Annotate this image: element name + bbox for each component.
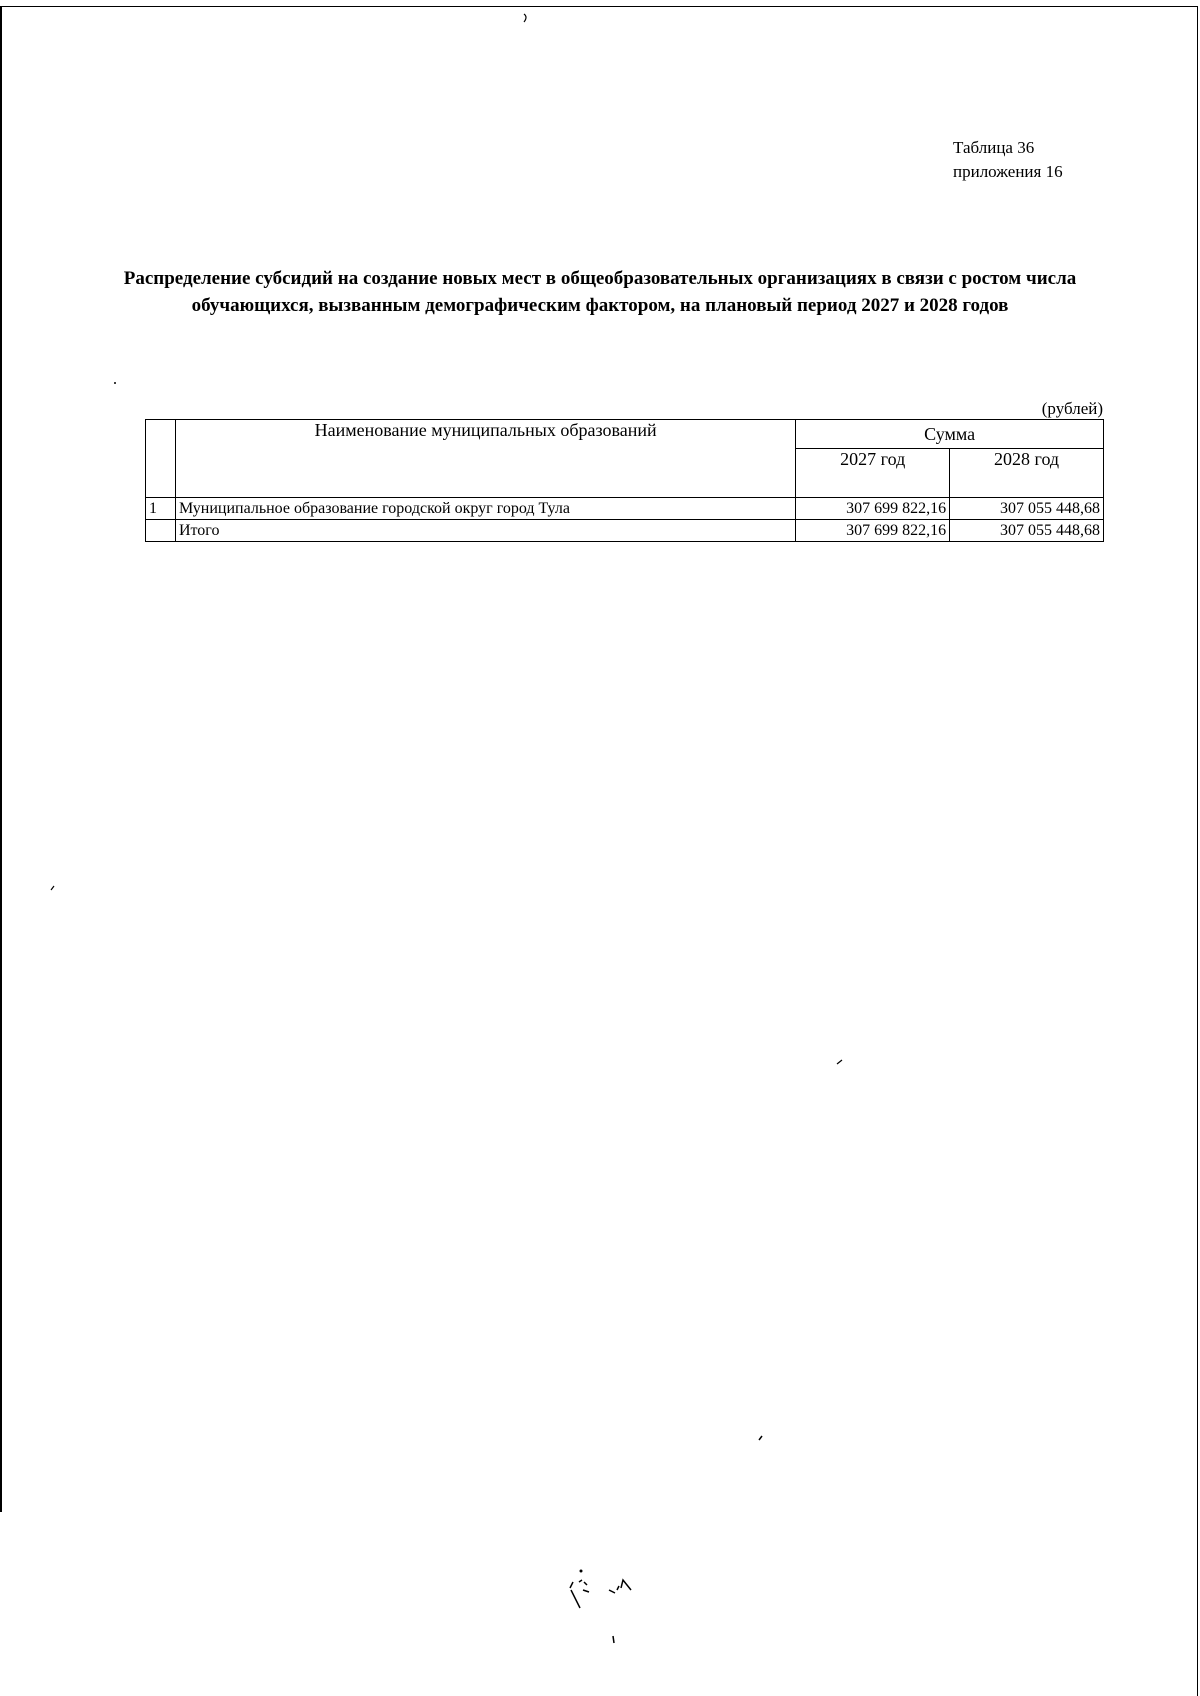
subsidy-table: [145, 419, 1104, 542]
row-amount-2028: 307 055 448,68: [950, 498, 1104, 520]
row-index: 1: [146, 498, 176, 520]
scan-speck: [756, 1434, 764, 1442]
scan-speck: [520, 12, 532, 24]
table-number-label: Таблица 36: [953, 138, 1035, 157]
row-amount-2027: 307 699 822,16: [796, 498, 950, 520]
total-amount-2027: 307 699 822,16: [796, 520, 950, 542]
name-column-header: Наименование муниципальных образований: [175, 420, 795, 498]
table-reference: [953, 136, 1063, 184]
table-row: [146, 498, 1104, 520]
total-row: [146, 520, 1104, 542]
scan-speck: [834, 1058, 844, 1066]
units-label: (рублей): [1041, 399, 1103, 418]
total-label: Итого: [175, 520, 795, 542]
total-index: [146, 520, 176, 542]
document-title: Распределение субсидий на создание новых мест в общеобразовательных организациях в связи с ростом числа обучающихся, вызванным демографическим фактором, на плановый период 2027 и 2028 годов: [123, 268, 1077, 316]
year-2027-header: 2027 год: [796, 449, 950, 498]
scan-speck: [112, 380, 118, 386]
scan-speck: [48, 884, 56, 892]
total-amount-2028: 307 055 448,68: [950, 520, 1104, 542]
page-left-edge: [0, 6, 2, 1512]
row-municipality-name: Муниципальное образование городской округ город Тула: [175, 498, 795, 520]
appendix-label: приложения 16: [953, 162, 1063, 181]
year-2028-header: 2028 год: [950, 449, 1104, 498]
sum-column-header: Сумма: [796, 420, 1104, 449]
handwritten-marks: [565, 1568, 665, 1648]
page-border: [0, 6, 1198, 1696]
index-header: [146, 420, 176, 498]
